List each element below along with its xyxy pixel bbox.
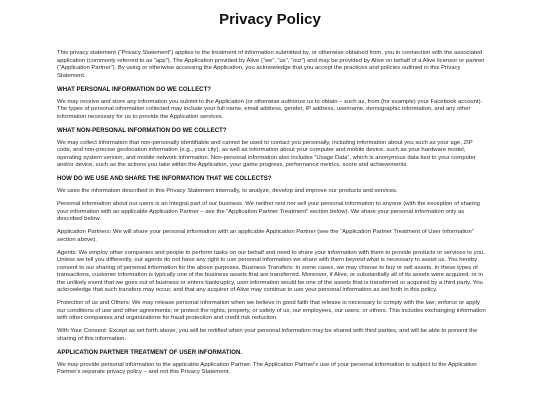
policy-paragraph: We uses the information described in this Privacy Statement internally, to analyze, develop and improve our products and services.: [57, 188, 398, 194]
policy-paragraph: This privacy statement (“Privacy Statement”) applies to the treatment of information submitted by, or otherwise obtained from, you in connection with the associated application (commonly referred to as “app”). The Application provided by Alive (“we”, “us”, “our”) and may be provided by Alive on behalf of a Alive licensor or partner (“Application Partner”). By using or otherwise accessing the Application, you acknowledge that you accept the practices and policies outlined in this Privacy Statement.: [57, 50, 485, 79]
policy-paragraph: Application Partners: We will share your personal information with an applicable Application Partner (see the “Application Partner Treatment of User Information” section above).: [57, 229, 474, 243]
policy-paragraph: With Your Consent: Except as set forth above, you will be notified when your personal information may be shared with third parties, and will be able to prevent the sharing of this information.: [57, 328, 478, 342]
policy-paragraph: We may collect information that non-personally identifiable and cannot be used to contact you personally, including information about you such as your age, ZIP code, and non-precise geolocation information (e.g., your city), as well as information about your computer and mobile device, such as your hardware model, operating system version, and mobile network information. Non-personal information also includes “Usage Data”, which is anonymous data tied to your computer and/or device, such as the actions you take within the Application, your game progress, performance metrics, score and achievements.: [57, 139, 476, 168]
policy-content: [57, 50, 487, 382]
section-heading: WHAT NON-PERSONAL INFORMATION DO WE COLLECT?: [57, 126, 227, 134]
section-heading: APPLICATION PARTNER TREATMENT OF USER INFORMATION.: [57, 348, 243, 356]
policy-paragraph: Agents: We employ other companies and people to perform tasks on our behalf and need to share your information with them to provide products or services to you. Unless we tell you differently, our agents do not have any right to use personal information we share with them beyond what is necessary to assist us. You hereby consent to our sharing of personal information for the above purposes. Business Transfers: In some cases, we may choose to buy or sell assets. In these types of transactions, customer information is typically one of the business assets that are transferred. Moreover, if Alive, or substantially all of its assets were acquired, or in the unlikely event that we goes out of business or enters bankruptcy, user information would be one of the assets that is transferred or acquired by a third party. You acknowledge that such transfers may occur, and that any acquirer of Alive may continue to use your personal information as set forth in this policy.: [57, 249, 485, 293]
policy-paragraph: We may receive and store any information you submit to the Application (or otherwise authorize us to obtain – such as, from (for example) your Facebook account). The types of personal information collected may include your full name, email address, gender, IP address, username, demographic information, and any other information necessary for us to provide the Application services.: [57, 98, 483, 120]
page-title: Privacy Policy: [219, 11, 321, 28]
policy-paragraph: Personal information about our users is an integral part of our business. We neither rent nor sell your personal information to anyone (with the exception of sharing your information with an applicable Application Partner – see the “Application Partner Treatment” section below). We share your personal information only as described below.: [57, 201, 480, 222]
policy-paragraph: Protection of us and Others: We may release personal information when we believe in good faith that release is necessary to comply with the law; enforce or apply our conditions of use and other agreements; or protect the rights, property, or safety of us, our employees, our users, or others. This includes exchanging information with other companies and organizations for fraud protection and credit risk reduction.: [57, 300, 486, 321]
section-heading: HOW DO WE USE AND SHARE THE INFORMATION THAT WE COLLECTS?: [57, 175, 272, 182]
section-heading: WHAT PERSONAL INFORMATION DO WE COLLECT?: [57, 85, 212, 93]
policy-paragraph: We may provide personal information to the applicable Application Partner. The Application Partner's use of your personal information is subject to the Application Partner's separate privacy policy – and not this Privacy Statement.: [57, 361, 477, 375]
